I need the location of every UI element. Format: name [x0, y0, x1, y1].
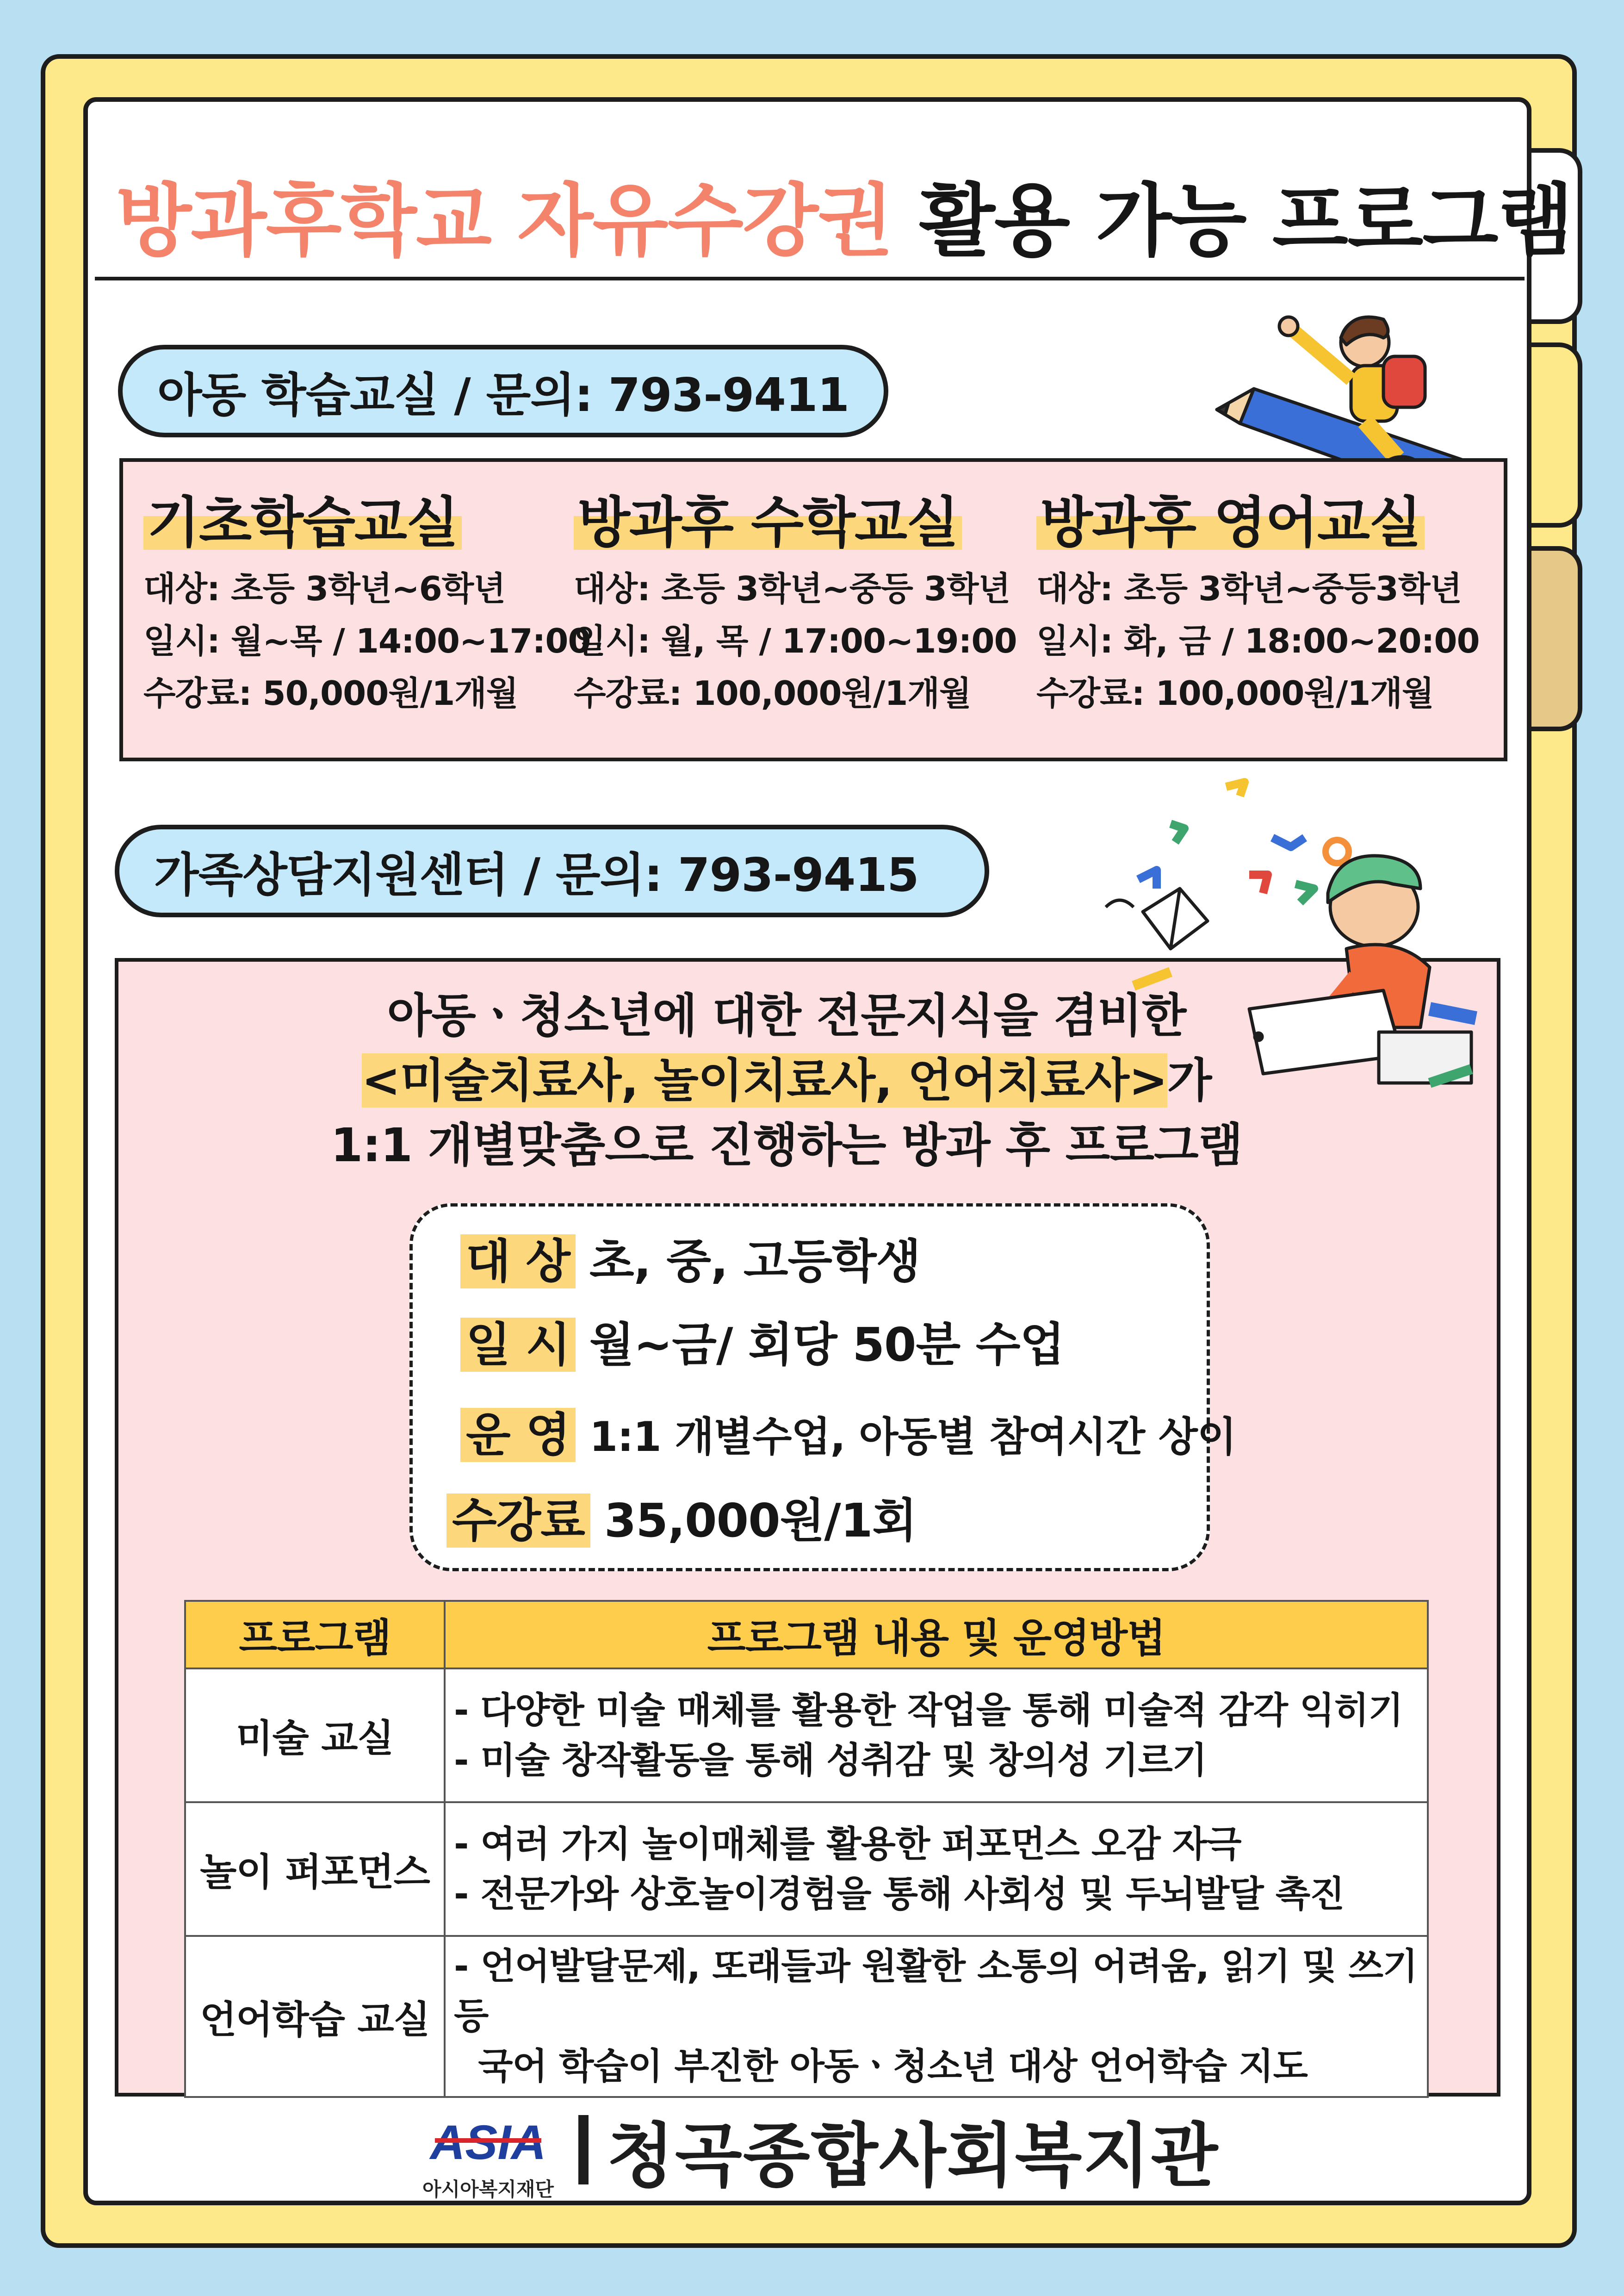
program-target: 대상: 초등 3학년~중등 3학년 [574, 569, 1010, 608]
detail-label: 운 영 [460, 1408, 576, 1462]
intro-line-2-suffix: 가 [1167, 1053, 1212, 1108]
program-card-english [1036, 491, 1480, 720]
asia-foundation-logo [412, 2106, 564, 2201]
footer [412, 2103, 1219, 2201]
detail-value: 35,000원/1회 [604, 1493, 917, 1548]
table-header: 프로그램 내용 및 운영방법 [445, 1601, 1428, 1668]
program-card-math [574, 491, 1017, 720]
title-highlight: 방과후학교 자유수강권 [116, 175, 893, 267]
title-rest: 활용 가능 프로그램 [919, 175, 1573, 267]
program-name: 방과후 영어교실 [1036, 495, 1425, 550]
table-row [185, 1668, 1428, 1802]
intro-line-3: 1:1 개별맞춤으로 진행하는 방과 후 프로그램 [330, 1118, 1243, 1172]
table-header-row [185, 1601, 1428, 1668]
footer-divider [578, 2115, 589, 2184]
detail-label: 수강료 [446, 1493, 590, 1548]
table-program-name: 언어학습 교실 [185, 1936, 445, 2097]
section1-contact-pill [118, 345, 888, 437]
svg-text:ASIA: ASIA [430, 2116, 546, 2170]
desc-line: - 다양한 미술 매체를 활용한 작업을 통해 미술적 감각 익히기 [454, 1689, 1403, 1731]
program-name: 방과후 수학교실 [574, 495, 962, 550]
detail-row-operation [460, 1398, 1236, 1464]
program-schedule: 일시: 화, 금 / 18:00~20:00 [1036, 622, 1480, 660]
table-row [185, 1802, 1428, 1936]
asia-logo-subtitle: 아시아복지재단 [422, 2178, 554, 2201]
asia-logo-mark [426, 2115, 551, 2171]
detail-value: 1:1 개별수업, 아동별 참여시간 상이 [589, 1413, 1236, 1461]
desc-line: - 미술 창작활동을 통해 성취감 및 창의성 기르기 [454, 1739, 1207, 1781]
desc-line: - 전문가와 상호놀이경험을 통해 사회성 및 두뇌발달 촉진 [454, 1873, 1345, 1915]
program-table [184, 1600, 1429, 2098]
table-row [185, 1936, 1428, 2097]
desc-line: - 언어발달문제, 또래들과 원활한 소통의 어려움, 읽기 및 쓰기 등 [454, 1946, 1418, 2037]
program-target: 대상: 초등 3학년~6학년 [143, 569, 505, 608]
program-fee: 수강료: 100,000원/1개월 [574, 674, 971, 713]
program-name: 기초학습교실 [143, 495, 462, 550]
table-program-name: 미술 교실 [185, 1668, 445, 1802]
detail-row-target [460, 1224, 920, 1291]
program-fee: 수강료: 100,000원/1개월 [1036, 674, 1434, 713]
page-title [116, 157, 1573, 271]
section2-contact-pill [115, 825, 989, 917]
detail-row-schedule [460, 1307, 1064, 1374]
title-underline [95, 277, 1525, 280]
table-header: 프로그램 [185, 1601, 445, 1668]
table-program-desc [445, 1936, 1428, 2097]
detail-value: 초, 중, 고등학생 [589, 1234, 921, 1288]
table-program-desc [445, 1668, 1428, 1802]
intro-therapists-highlight: <미술치료사, 놀이치료사, 언어치료사> [361, 1053, 1167, 1108]
program-target: 대상: 초등 3학년~중등3학년 [1036, 569, 1462, 608]
intro-line-1: 아동ㆍ청소년에 대한 전문지식을 겸비한 [387, 989, 1186, 1043]
detail-row-fee [446, 1483, 917, 1550]
desc-line: 국어 학습이 부진한 아동ㆍ청소년 대상 언어학습 지도 [454, 2046, 1308, 2087]
detail-value: 월~금/ 회당 50분 수업 [589, 1318, 1065, 1372]
section1-contact-text: 아동 학습교실 / 문의: 793-9411 [157, 368, 849, 422]
program-card-basic [143, 491, 591, 720]
program-schedule: 일시: 월~목 / 14:00~17:00 [143, 622, 591, 660]
program-schedule: 일시: 월, 목 / 17:00~19:00 [574, 622, 1017, 660]
section2-contact-text: 가족상담지원센터 / 문의: 793-9415 [154, 848, 919, 902]
detail-label: 대 상 [460, 1234, 576, 1288]
organization-name: 청곡종합사회복지관 [607, 2115, 1219, 2196]
program-fee: 수강료: 50,000원/1개월 [143, 674, 518, 713]
table-program-desc [445, 1802, 1428, 1936]
desc-line: - 여러 가지 놀이매체를 활용한 퍼포먼스 오감 자극 [454, 1823, 1241, 1865]
section2-intro [278, 983, 1295, 1178]
intro-line-2 [278, 1048, 1295, 1113]
table-program-name: 놀이 퍼포먼스 [185, 1802, 445, 1936]
detail-label: 일 시 [460, 1318, 576, 1372]
